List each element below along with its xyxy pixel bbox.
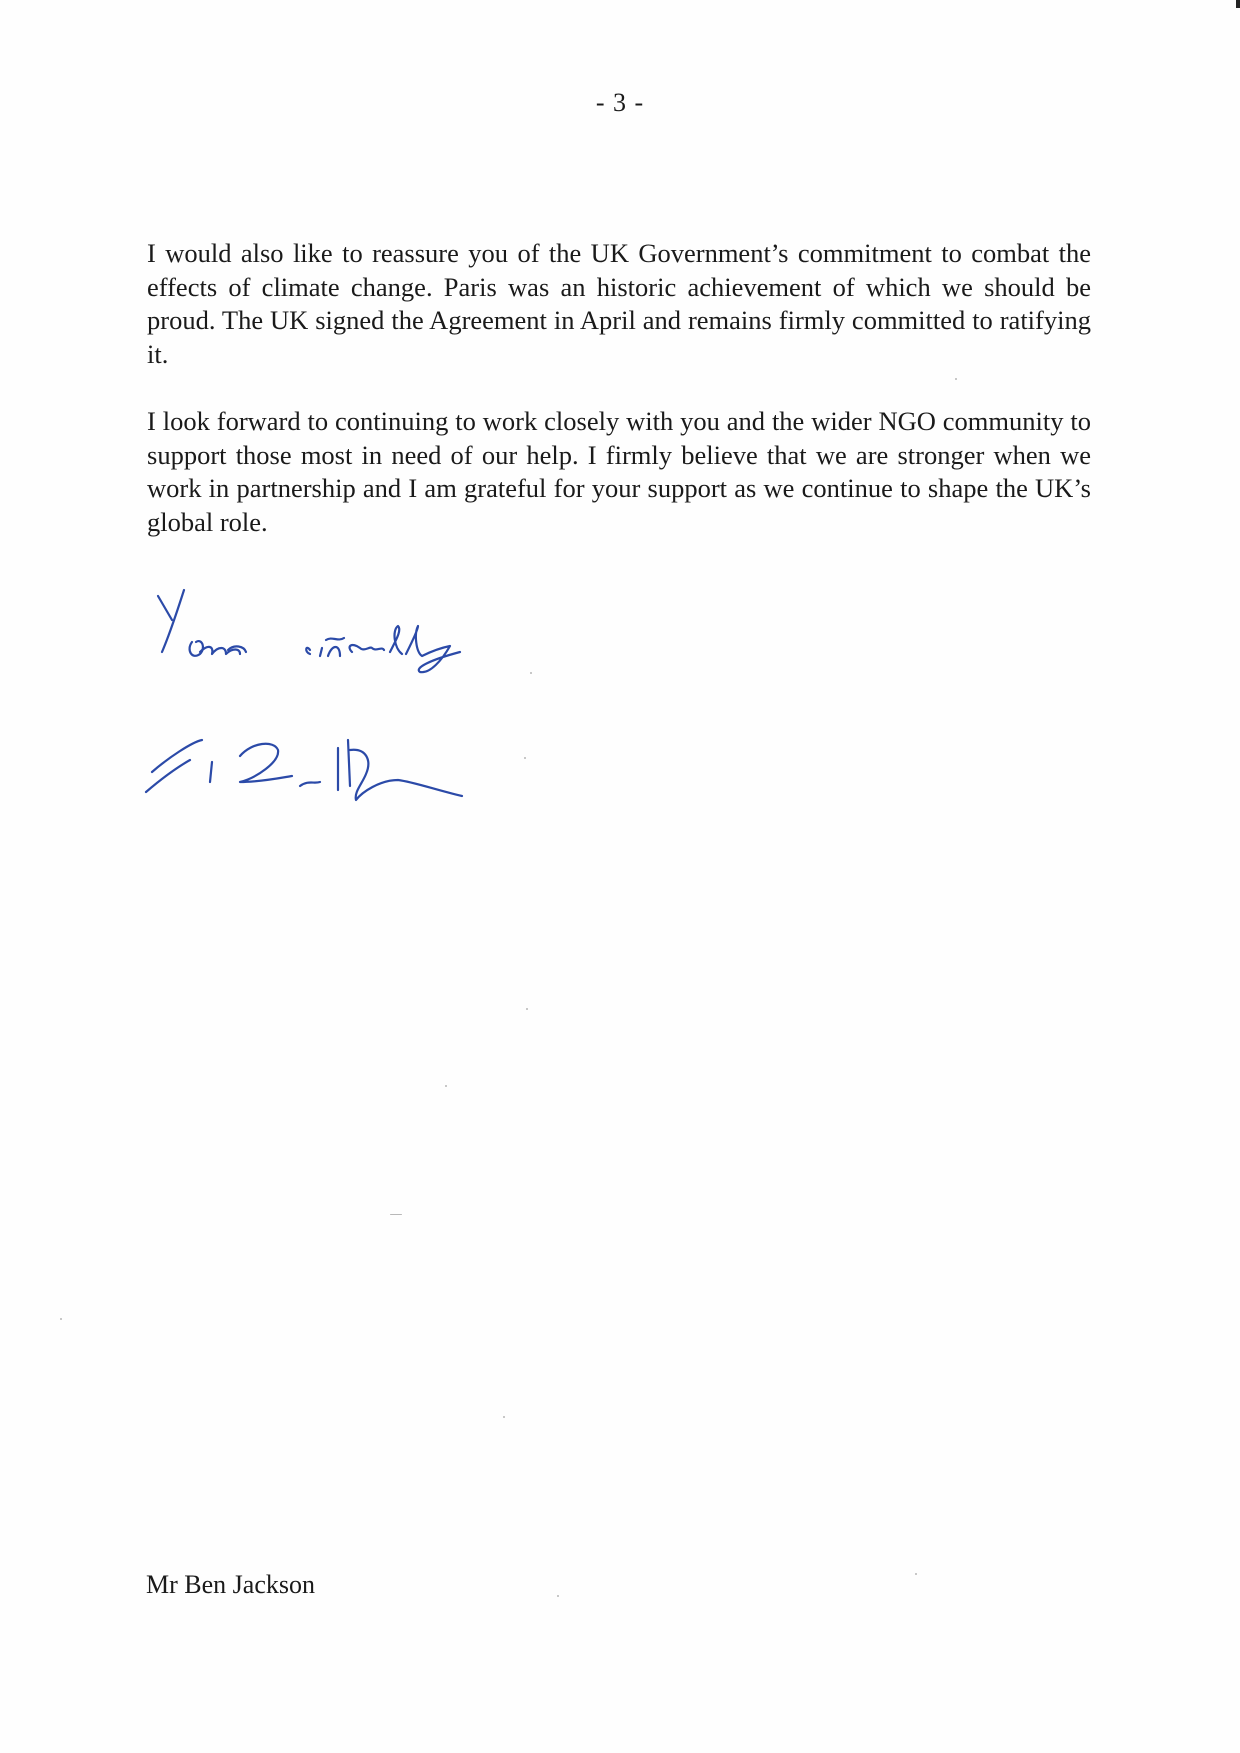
author-signature-drawing	[140, 720, 480, 810]
scan-speck	[526, 1008, 528, 1010]
paragraph-climate-commitment: I would also like to reassure you of the UK Government’s commitment to combat the effects of climate change. Paris was an historic achievement of which we should be proud. The UK signed the Agreement in April and remains firmly committed to ratifying it.	[147, 238, 1091, 369]
author-signature	[140, 720, 480, 810]
paragraph-ngo-partnership: I look forward to continuing to work closely with you and the wider NGO community to support those most in need of our help. I firmly believe that we are stronger when we work in partnership and I am grateful for your support as we continue to shape the UK’s global role.	[147, 406, 1091, 537]
scan-speck	[60, 1318, 62, 1320]
recipient-name: Mr Ben Jackson	[146, 1570, 315, 1599]
scan-speck	[390, 1214, 402, 1215]
handwritten-closing	[140, 590, 500, 680]
scan-speck	[445, 1085, 447, 1087]
scan-speck	[530, 672, 532, 674]
scan-speck	[503, 1416, 505, 1418]
page-number: - 3 -	[595, 88, 645, 117]
scan-edge-mark	[1236, 0, 1240, 8]
handwritten-closing-drawing	[140, 590, 500, 680]
scan-speck	[557, 1595, 559, 1597]
scan-speck	[524, 757, 526, 759]
scan-speck	[955, 378, 957, 380]
scan-speck	[915, 1573, 917, 1575]
